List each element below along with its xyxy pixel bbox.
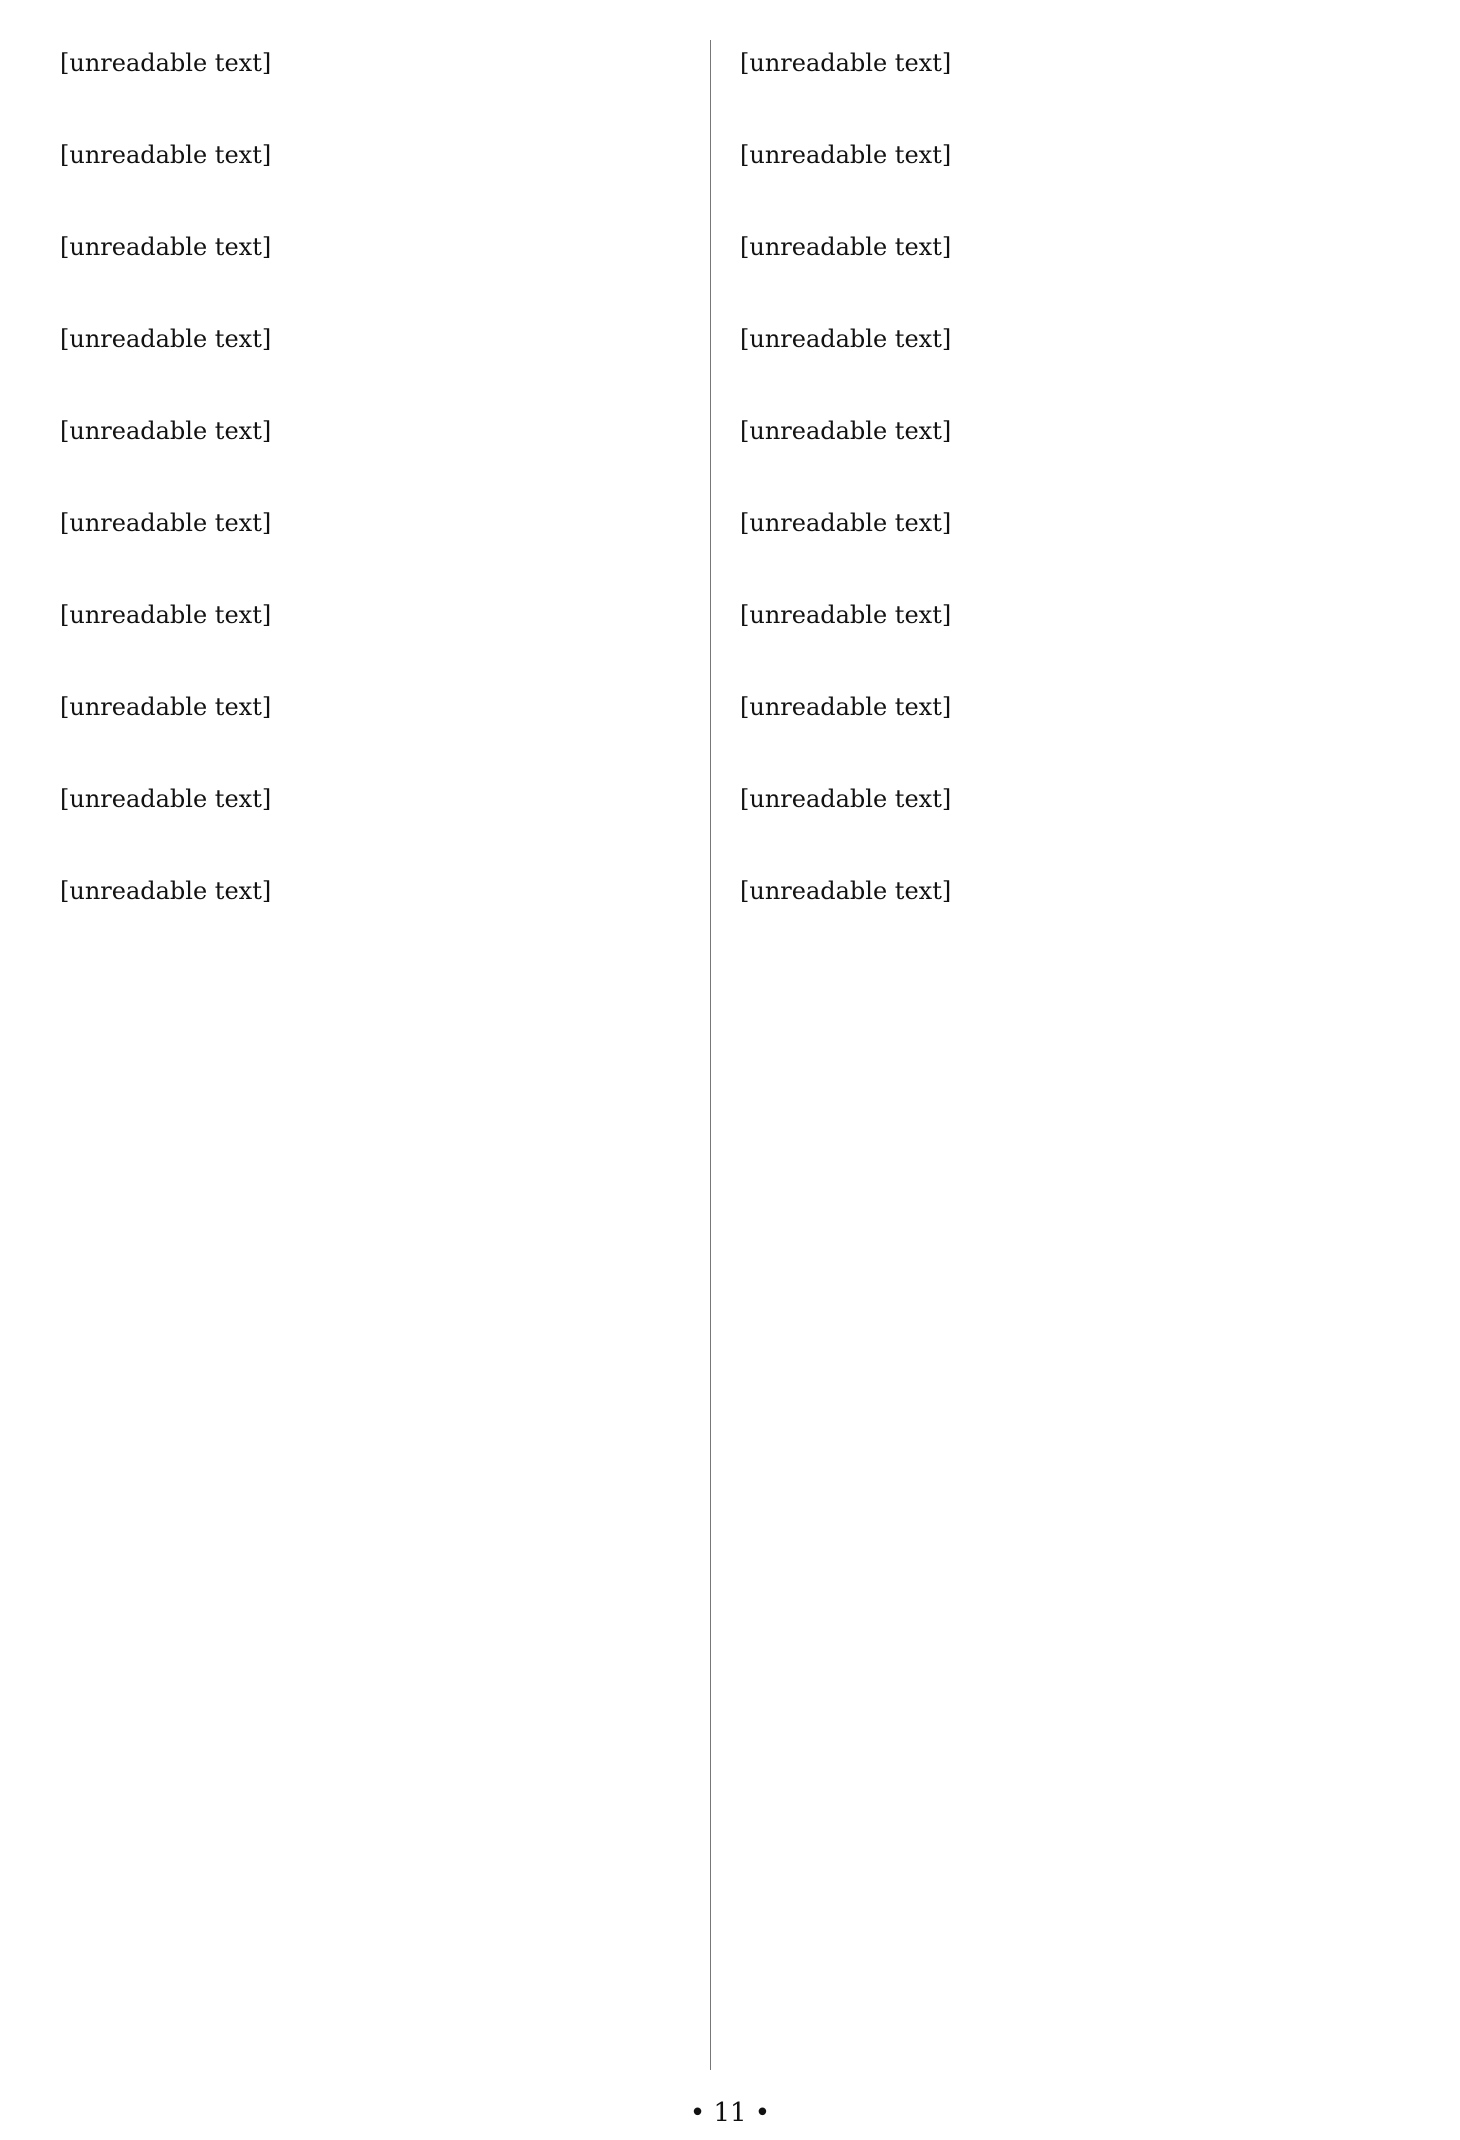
column-divider — [710, 40, 711, 2070]
left-column — [60, 40, 720, 2070]
right-paragraph-7: [unreadable text] — [740, 601, 952, 629]
left-paragraph-10: [unreadable text] — [60, 877, 272, 905]
right-paragraph-2: [unreadable text] — [740, 141, 952, 169]
right-paragraph-10: [unreadable text] — [740, 877, 952, 905]
left-paragraph-2: [unreadable text] — [60, 141, 272, 169]
left-paragraph-3: [unreadable text] — [60, 233, 272, 261]
right-paragraph-9: [unreadable text] — [740, 785, 952, 813]
left-paragraph-5: [unreadable text] — [60, 417, 272, 445]
left-paragraph-1: [unreadable text] — [60, 49, 272, 77]
right-paragraph-1: [unreadable text] — [740, 49, 952, 77]
page-number: • 11 • — [689, 2098, 771, 2128]
right-paragraph-6: [unreadable text] — [740, 509, 952, 537]
right-paragraph-5: [unreadable text] — [740, 417, 952, 445]
left-paragraph-9: [unreadable text] — [60, 785, 272, 813]
left-paragraph-8: [unreadable text] — [60, 693, 272, 721]
right-column — [740, 40, 1400, 2070]
left-paragraph-7: [unreadable text] — [60, 601, 272, 629]
right-paragraph-4: [unreadable text] — [740, 325, 952, 353]
right-paragraph-8: [unreadable text] — [740, 693, 952, 721]
left-paragraph-4: [unreadable text] — [60, 325, 272, 353]
left-paragraph-6: [unreadable text] — [60, 509, 272, 537]
right-paragraph-3: [unreadable text] — [740, 233, 952, 261]
